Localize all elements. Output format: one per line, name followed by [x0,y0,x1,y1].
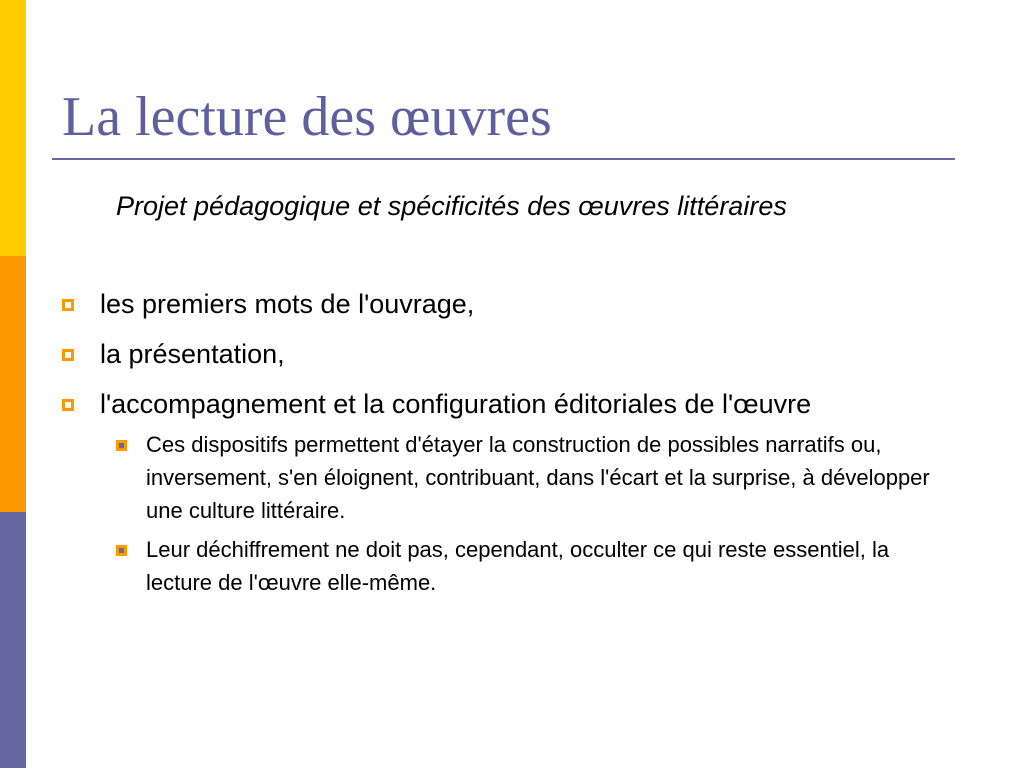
hollow-square-bullet-icon [62,349,74,361]
slide-subtitle: Projet pédagogique et spécificités des œuvres littéraires [116,191,787,221]
bullet-text: l'accompagnement et la configuration éditoriales de l'œuvre [100,389,812,419]
sub-bullet-item [100,533,960,599]
bullet-item [62,334,962,374]
side-bar-orange [0,256,26,512]
sub-bullet-text: Leur déchiffrement ne doit pas, cependant, occulter ce qui reste essentiel, la lecture de l'œuvre elle-même. [146,537,890,595]
bullet-item [62,384,962,599]
sub-bullet-text: Ces dispositifs permettent d'étayer la construction de possibles narratifs ou, inversement, s'en éloignent, contribuant, dans l'écart et la surprise, à développer une culture littéraire. [146,432,930,523]
sub-bullet-item [100,428,960,527]
hollow-square-bullet-icon [62,299,74,311]
filled-square-bullet-icon [116,440,127,451]
slide-title: La lecture des œuvres [62,86,552,148]
bullet-list [62,284,962,609]
filled-square-bullet-icon [116,545,127,556]
side-bar-yellow [0,0,26,256]
bullet-item [62,284,962,324]
bullet-text: la présentation, [100,339,285,369]
hollow-square-bullet-icon [62,399,74,411]
sub-bullet-list [100,428,960,599]
side-bar-purple [0,512,26,768]
bullet-text: les premiers mots de l'ouvrage, [100,289,475,319]
title-divider [52,158,955,160]
